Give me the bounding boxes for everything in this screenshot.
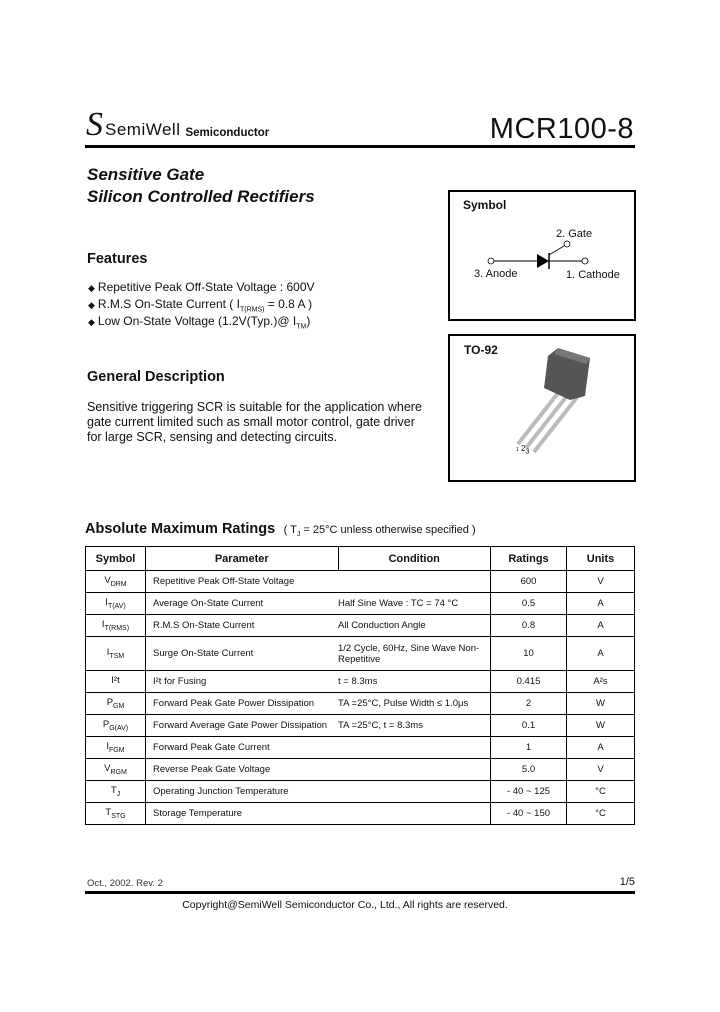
condition-cell: 1/2 Cycle, 60Hz, Sine Wave Non-Repetitive: [338, 637, 491, 671]
description-text: Sensitive triggering SCR is suitable for the application where gate current limited such as small motor control, gate driver for large SCR, sensing and detecting circuits.: [87, 400, 422, 444]
parameter-cell: Forward Peak Gate Power Dissipation: [146, 693, 339, 715]
unit-cell: °C: [567, 781, 635, 803]
cathode-label: 1. Cathode: [566, 269, 620, 281]
condition-cell: TA =25°C, Pulse Width ≤ 1.0μs: [338, 693, 491, 715]
table-row: [86, 803, 635, 825]
table-row: [86, 715, 635, 737]
ratings-heading: Absolute Maximum Ratings: [85, 521, 276, 537]
parameter-cell: Storage Temperature: [146, 803, 339, 825]
parameter-cell: Forward Peak Gate Current: [146, 737, 339, 759]
col-condition: Condition: [338, 547, 491, 571]
rating-cell: - 40 ~ 150: [491, 803, 567, 825]
symbol-cell: I²t: [86, 671, 146, 693]
unit-cell: A: [567, 593, 635, 615]
condition-cell: [338, 803, 491, 825]
table-row: [86, 781, 635, 803]
condition-cell: [338, 781, 491, 803]
symbol-cell: $P_{GM}$: [86, 693, 146, 715]
table-row: [86, 759, 635, 781]
gate-label: 2. Gate: [556, 228, 593, 240]
rating-cell: 5.0: [491, 759, 567, 781]
feature-item: ◆ Repetitive Peak Off-State Voltage : 600V: [88, 280, 315, 294]
feature-item: ◆ Low On-State Voltage (1.2V(Typ.)@ $I_{TM}$): [88, 314, 311, 331]
unit-cell: °C: [567, 803, 635, 825]
symbol-cell: $V_{DRM}$: [86, 571, 146, 593]
col-parameter: Parameter: [146, 547, 339, 571]
condition-cell: t = 8.3ms: [338, 671, 491, 693]
symbol-cell: $P_{G(AV)}$: [86, 715, 146, 737]
unit-cell: W: [567, 693, 635, 715]
bullet-icon: ◆: [88, 300, 95, 310]
part-number: MCR100-8: [489, 113, 634, 145]
unit-cell: A: [567, 737, 635, 759]
table-row: [86, 571, 635, 593]
parameter-cell: Repetitive Peak Off-State Voltage: [146, 571, 339, 593]
parameter-cell: Surge On-State Current: [146, 637, 339, 671]
table-row: [86, 593, 635, 615]
parameter-cell: Average On-State Current: [146, 593, 339, 615]
footer-date: Oct., 2002. Rev. 2: [87, 878, 163, 889]
rating-cell: 0.1: [491, 715, 567, 737]
ratings-table: [85, 546, 635, 825]
unit-cell: A: [567, 615, 635, 637]
table-row: [86, 671, 635, 693]
symbol-cell: $I_{TSM}$: [86, 637, 146, 671]
semiwell-logo: [86, 106, 270, 143]
brand-name: SemiWell: [105, 120, 181, 139]
features-heading: Features: [87, 251, 148, 267]
rating-cell: 600: [491, 571, 567, 593]
brand-sub: Semiconductor: [185, 127, 270, 139]
symbol-title: Symbol: [463, 198, 507, 212]
condition-cell: All Conduction Angle: [338, 615, 491, 637]
unit-cell: V: [567, 571, 635, 593]
anode-label: 3. Anode: [474, 268, 518, 280]
col-ratings: Ratings: [491, 547, 567, 571]
to92-package-image: [450, 336, 634, 480]
rating-cell: 2: [491, 693, 567, 715]
feature-item: ◆ R.M.S On-State Current ( $I_{T(RMS)} = 0.8$ A ): [88, 297, 313, 314]
symbol-cell: $V_{RGM}$: [86, 759, 146, 781]
ratings-note: ( $T_J = 25^\circ C$ unless otherwise specified ): [283, 524, 476, 539]
col-units: Units: [567, 547, 635, 571]
symbol-cell: $T_{STG}$: [86, 803, 146, 825]
parameter-cell: Forward Average Gate Power Dissipation: [146, 715, 339, 737]
parameter-cell: I²t for Fusing: [146, 671, 339, 693]
parameter-cell: R.M.S On-State Current: [146, 615, 339, 637]
table-header: [86, 547, 635, 571]
unit-cell: V: [567, 759, 635, 781]
table-row: [86, 637, 635, 671]
table-row: [86, 615, 635, 637]
title-line1: Sensitive Gate: [87, 165, 205, 184]
condition-cell: [338, 571, 491, 593]
symbol-box: [448, 190, 636, 321]
logo-mark: S: [86, 106, 103, 143]
page-number: 1/5: [619, 876, 635, 888]
condition-cell: [338, 759, 491, 781]
unit-cell: W: [567, 715, 635, 737]
table-row: [86, 737, 635, 759]
package-box: [448, 334, 636, 482]
condition-cell: [338, 737, 491, 759]
symbol-cell: $I_{FGM}$: [86, 737, 146, 759]
rating-cell: 1: [491, 737, 567, 759]
header-divider: [85, 145, 635, 148]
parameter-cell: Operating Junction Temperature: [146, 781, 339, 803]
parameter-cell: Reverse Peak Gate Voltage: [146, 759, 339, 781]
symbol-cell: $T_J$: [86, 781, 146, 803]
ratings-heading-row: [85, 520, 476, 538]
symbol-cell: $I_{T(RMS)}$: [86, 615, 146, 637]
title-line2: Silicon Controlled Rectifiers: [87, 187, 315, 206]
copyright: Copyright@SemiWell Semiconductor Co., Ltd., All rights are reserved.: [182, 899, 508, 911]
rating-cell: 0.5: [491, 593, 567, 615]
rating-cell: 0.415: [491, 671, 567, 693]
rating-cell: 0.8: [491, 615, 567, 637]
scr-symbol-icon: [450, 192, 634, 319]
package-title: TO-92: [464, 343, 498, 357]
symbol-cell: $I_{T(AV)}$: [86, 593, 146, 615]
unit-cell: A: [567, 637, 635, 671]
col-symbol: Symbol: [86, 547, 146, 571]
rating-cell: - 40 ~ 125: [491, 781, 567, 803]
description-heading: General Description: [87, 369, 225, 385]
unit-cell: A²s: [567, 671, 635, 693]
table-row: [86, 693, 635, 715]
rating-cell: 10: [491, 637, 567, 671]
condition-cell: TA =25°C, t = 8.3ms: [338, 715, 491, 737]
footer-divider: [85, 891, 635, 894]
bullet-icon: ◆: [88, 317, 95, 327]
bullet-icon: ◆: [88, 283, 95, 293]
pin-label: 1 $2_3$: [516, 444, 530, 456]
condition-cell: Half Sine Wave : TC = 74 °C: [338, 593, 491, 615]
